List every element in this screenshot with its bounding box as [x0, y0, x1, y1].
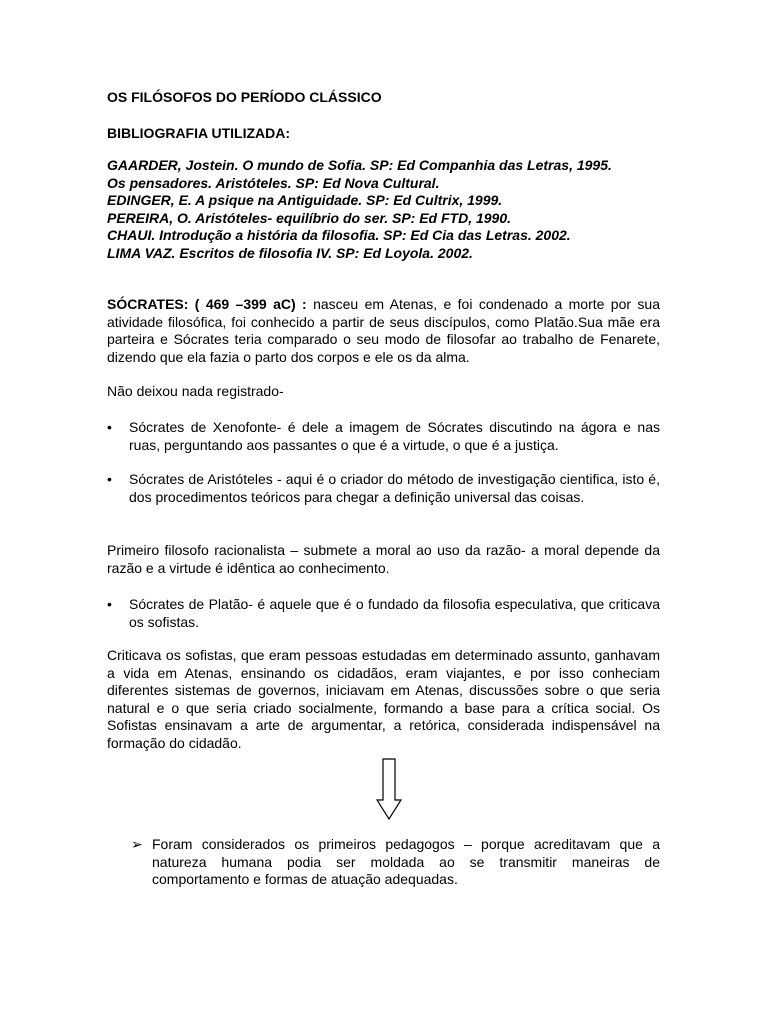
document-title: OS FILÓSOFOS DO PERÍODO CLÁSSICO [107, 89, 382, 105]
reference-item: EDINGER, E. A psique na Antiguidade. SP: Ed Cultrix, 1999. [107, 192, 503, 208]
list-item-text: Sócrates de Aristóteles - aqui é o criador do método de investigação cientifica, isto é, dos procedimentos teóricos para chegar a definição universal das coisas. [129, 471, 660, 505]
socrates-label: SÓCRATES: ( 469 –399 aC) : [107, 296, 307, 312]
socrates-paragraph [107, 296, 660, 366]
list-item [107, 419, 660, 454]
bullet-icon: • [107, 596, 112, 612]
sofistas-paragraph: Criticava os sofistas, que eram pessoas estudadas em determinado assunto, ganhavam a vida em Atenas, ensinando os cidadãos, eram viajantes, e por isso conheciam diferentes sistemas de governos, iniciavam em Atenas, discussões sobre o que seria natural e o que seria criado socialmente, formando a base para a crítica social. Os Sofistas ensinavam a arte de argumentar, a retórica, considerada indispensável na formação do cidadão. [107, 647, 660, 751]
arrow-list-item-text: Foram considerados os primeiros pedagogos – porque acreditavam que a natureza humana podia ser moldada ao se transmitir maneiras de comportamento e formas de atuação adequadas. [152, 836, 660, 887]
bullet-list [107, 419, 660, 506]
bibliography-heading: BIBLIOGRAFIA UTILIZADA: [107, 125, 291, 141]
reference-item: Os pensadores. Aristóteles. SP: Ed Nova Cultural. [107, 174, 440, 191]
list-item [107, 596, 660, 631]
list-item-text: Sócrates de Xenofonte- é dele a imagem de Sócrates discutindo na ágora e nas ruas, perguntando aos passantes o que é a virtude, o que é a justiça. [129, 419, 660, 453]
reference-item: CHAUI. Introdução a história da filosofia. SP: Ed Cia das Letras. 2002. [107, 227, 571, 243]
primeiro-filosofo-paragraph: Primeiro filosofo racionalista – submete a moral ao uso da razão- a moral depende da razão e a virtude é idêntica ao conhecimento. [107, 542, 660, 576]
list-item-text: Sócrates de Platão- é aquele que é o fundado da filosofia especulativa, que criticava os sofistas. [129, 596, 660, 630]
reference-item: GAARDER, Jostein. O mundo de Sofia. SP: Ed Companhia das Letras, 1995. [107, 157, 612, 173]
reference-item: LIMA VAZ. Escritos de filosofia IV. SP: Ed Loyola. 2002. [107, 244, 473, 261]
bullet-icon: • [107, 471, 112, 487]
socrates-text: nasceu em Atenas, e foi condenado a morte por sua atividade filosófica, foi conhecido a partir de seus discípulos, como Platão.Sua mãe era parteira e Sócrates teria comparado o seu modo de filosofar ao trabalho de Fenarete, dizendo que ela fazia o parto dos corpos e ele os da alma. [107, 296, 660, 365]
reference-list [107, 157, 660, 262]
bullet-list [107, 596, 660, 631]
reference-item: PEREIRA, O. Aristóteles- equilíbrio do ser. SP: Ed FTD, 1990. [107, 209, 512, 226]
arrow-bullet-icon: ➢ [131, 836, 143, 852]
list-item [107, 471, 660, 506]
down-arrow-icon [376, 758, 402, 820]
bullet-icon: • [107, 419, 112, 435]
arrow-list-item [107, 836, 660, 889]
nao-deixou-paragraph: Não deixou nada registrado- [107, 383, 284, 399]
